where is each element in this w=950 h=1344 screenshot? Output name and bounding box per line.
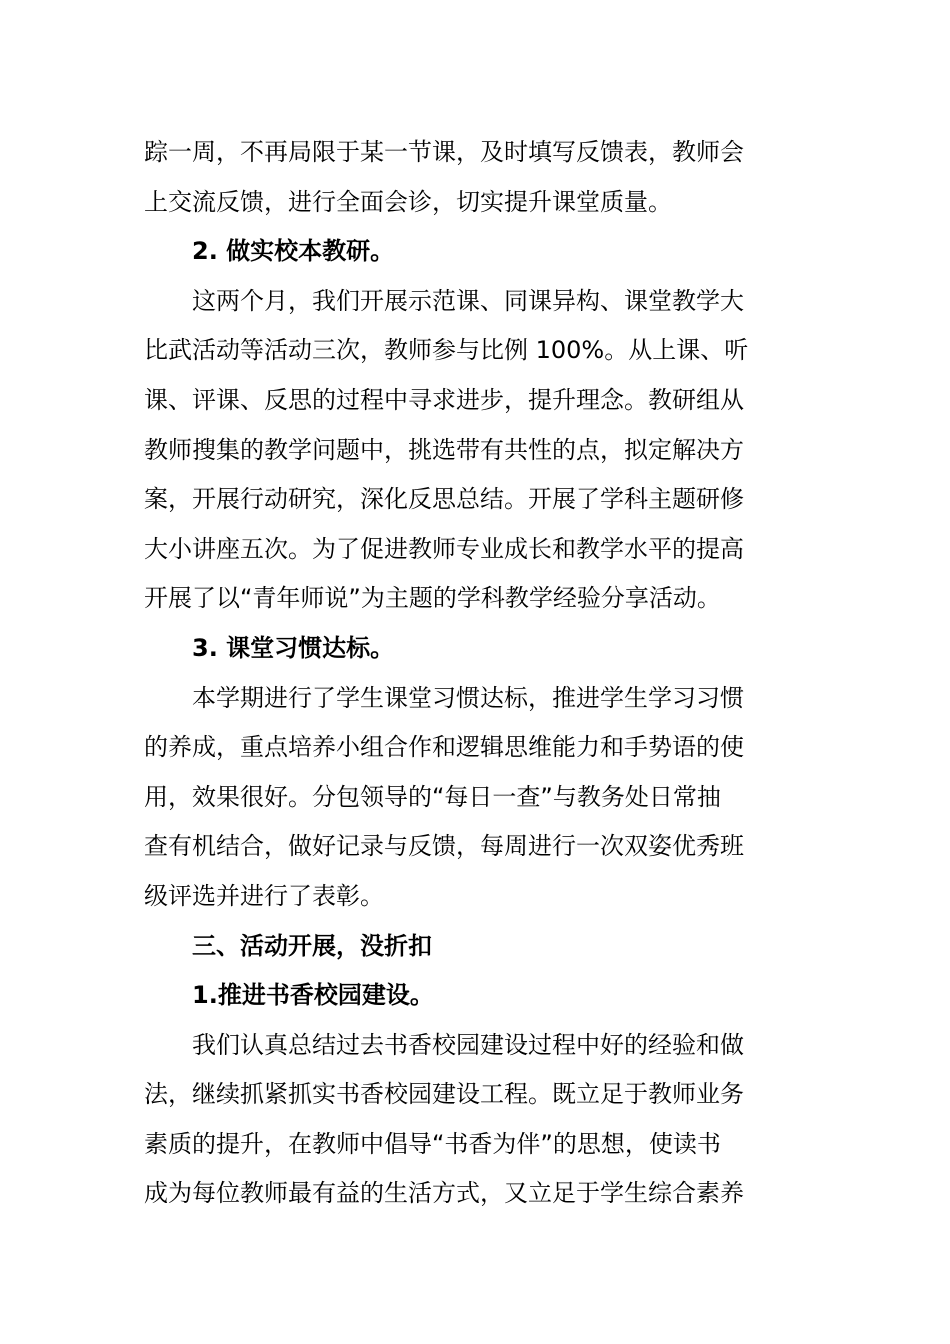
paragraph-line: 开展了以“青年师说”为主题的学科教学经验分享活动。: [144, 584, 721, 613]
section-heading: 3. 课堂习惯达标。: [192, 633, 395, 662]
chapter-heading: 三、活动开展，没折扣: [192, 931, 432, 960]
paragraph-line: 用，效果很好。分包领导的“每日一查”与教务处日常抽: [144, 782, 721, 811]
paragraph-line: 大小讲座五次。为了促进教师专业成长和教学水平的提高: [144, 534, 744, 563]
paragraph-line: 教师搜集的教学问题中，挑选带有共性的点，拟定解决方: [144, 435, 744, 464]
paragraph-line: 的养成，重点培养小组合作和逻辑思维能力和手势语的使: [144, 733, 744, 762]
paragraph-line: 案，开展行动研究，深化反思总结。开展了学科主题研修: [144, 485, 744, 514]
paragraph-line: 级评选并进行了表彰。: [144, 881, 384, 910]
section-heading: 2. 做实校本教研。: [192, 237, 395, 266]
paragraph-line: 这两个月，我们开展示范课、同课异构、课堂教学大: [192, 286, 744, 315]
paragraph-line: 素质的提升，在教师中倡导“书香为伴”的思想，使读书: [144, 1129, 721, 1158]
paragraph-line: 成为每位教师最有益的生活方式，又立足于学生综合素养: [144, 1179, 744, 1208]
document-page: [144, 128, 808, 1219]
paragraph-line: 法，继续抓紧抓实书香校园建设工程。既立足于教师业务: [144, 1080, 744, 1109]
paragraph-line: 本学期进行了学生课堂习惯达标，推进学生学习习惯: [192, 683, 744, 712]
paragraph-line: 比武活动等活动三次，教师参与比例 100%。从上课、听: [144, 336, 749, 365]
section-heading: 1.推进书香校园建设。: [192, 981, 434, 1010]
paragraph-line: 课、评课、反思的过程中寻求进步，提升理念。教研组从: [144, 385, 744, 414]
paragraph-line: 上交流反馈，进行全面会诊，切实提升课堂质量。: [144, 187, 672, 216]
paragraph-line: 我们认真总结过去书香校园建设过程中好的经验和做: [192, 1030, 744, 1059]
paragraph-line: 踪一周，不再局限于某一节课，及时填写反馈表，教师会: [144, 138, 744, 166]
paragraph-line: 查有机结合，做好记录与反馈，每周进行一次双姿优秀班: [144, 832, 744, 861]
